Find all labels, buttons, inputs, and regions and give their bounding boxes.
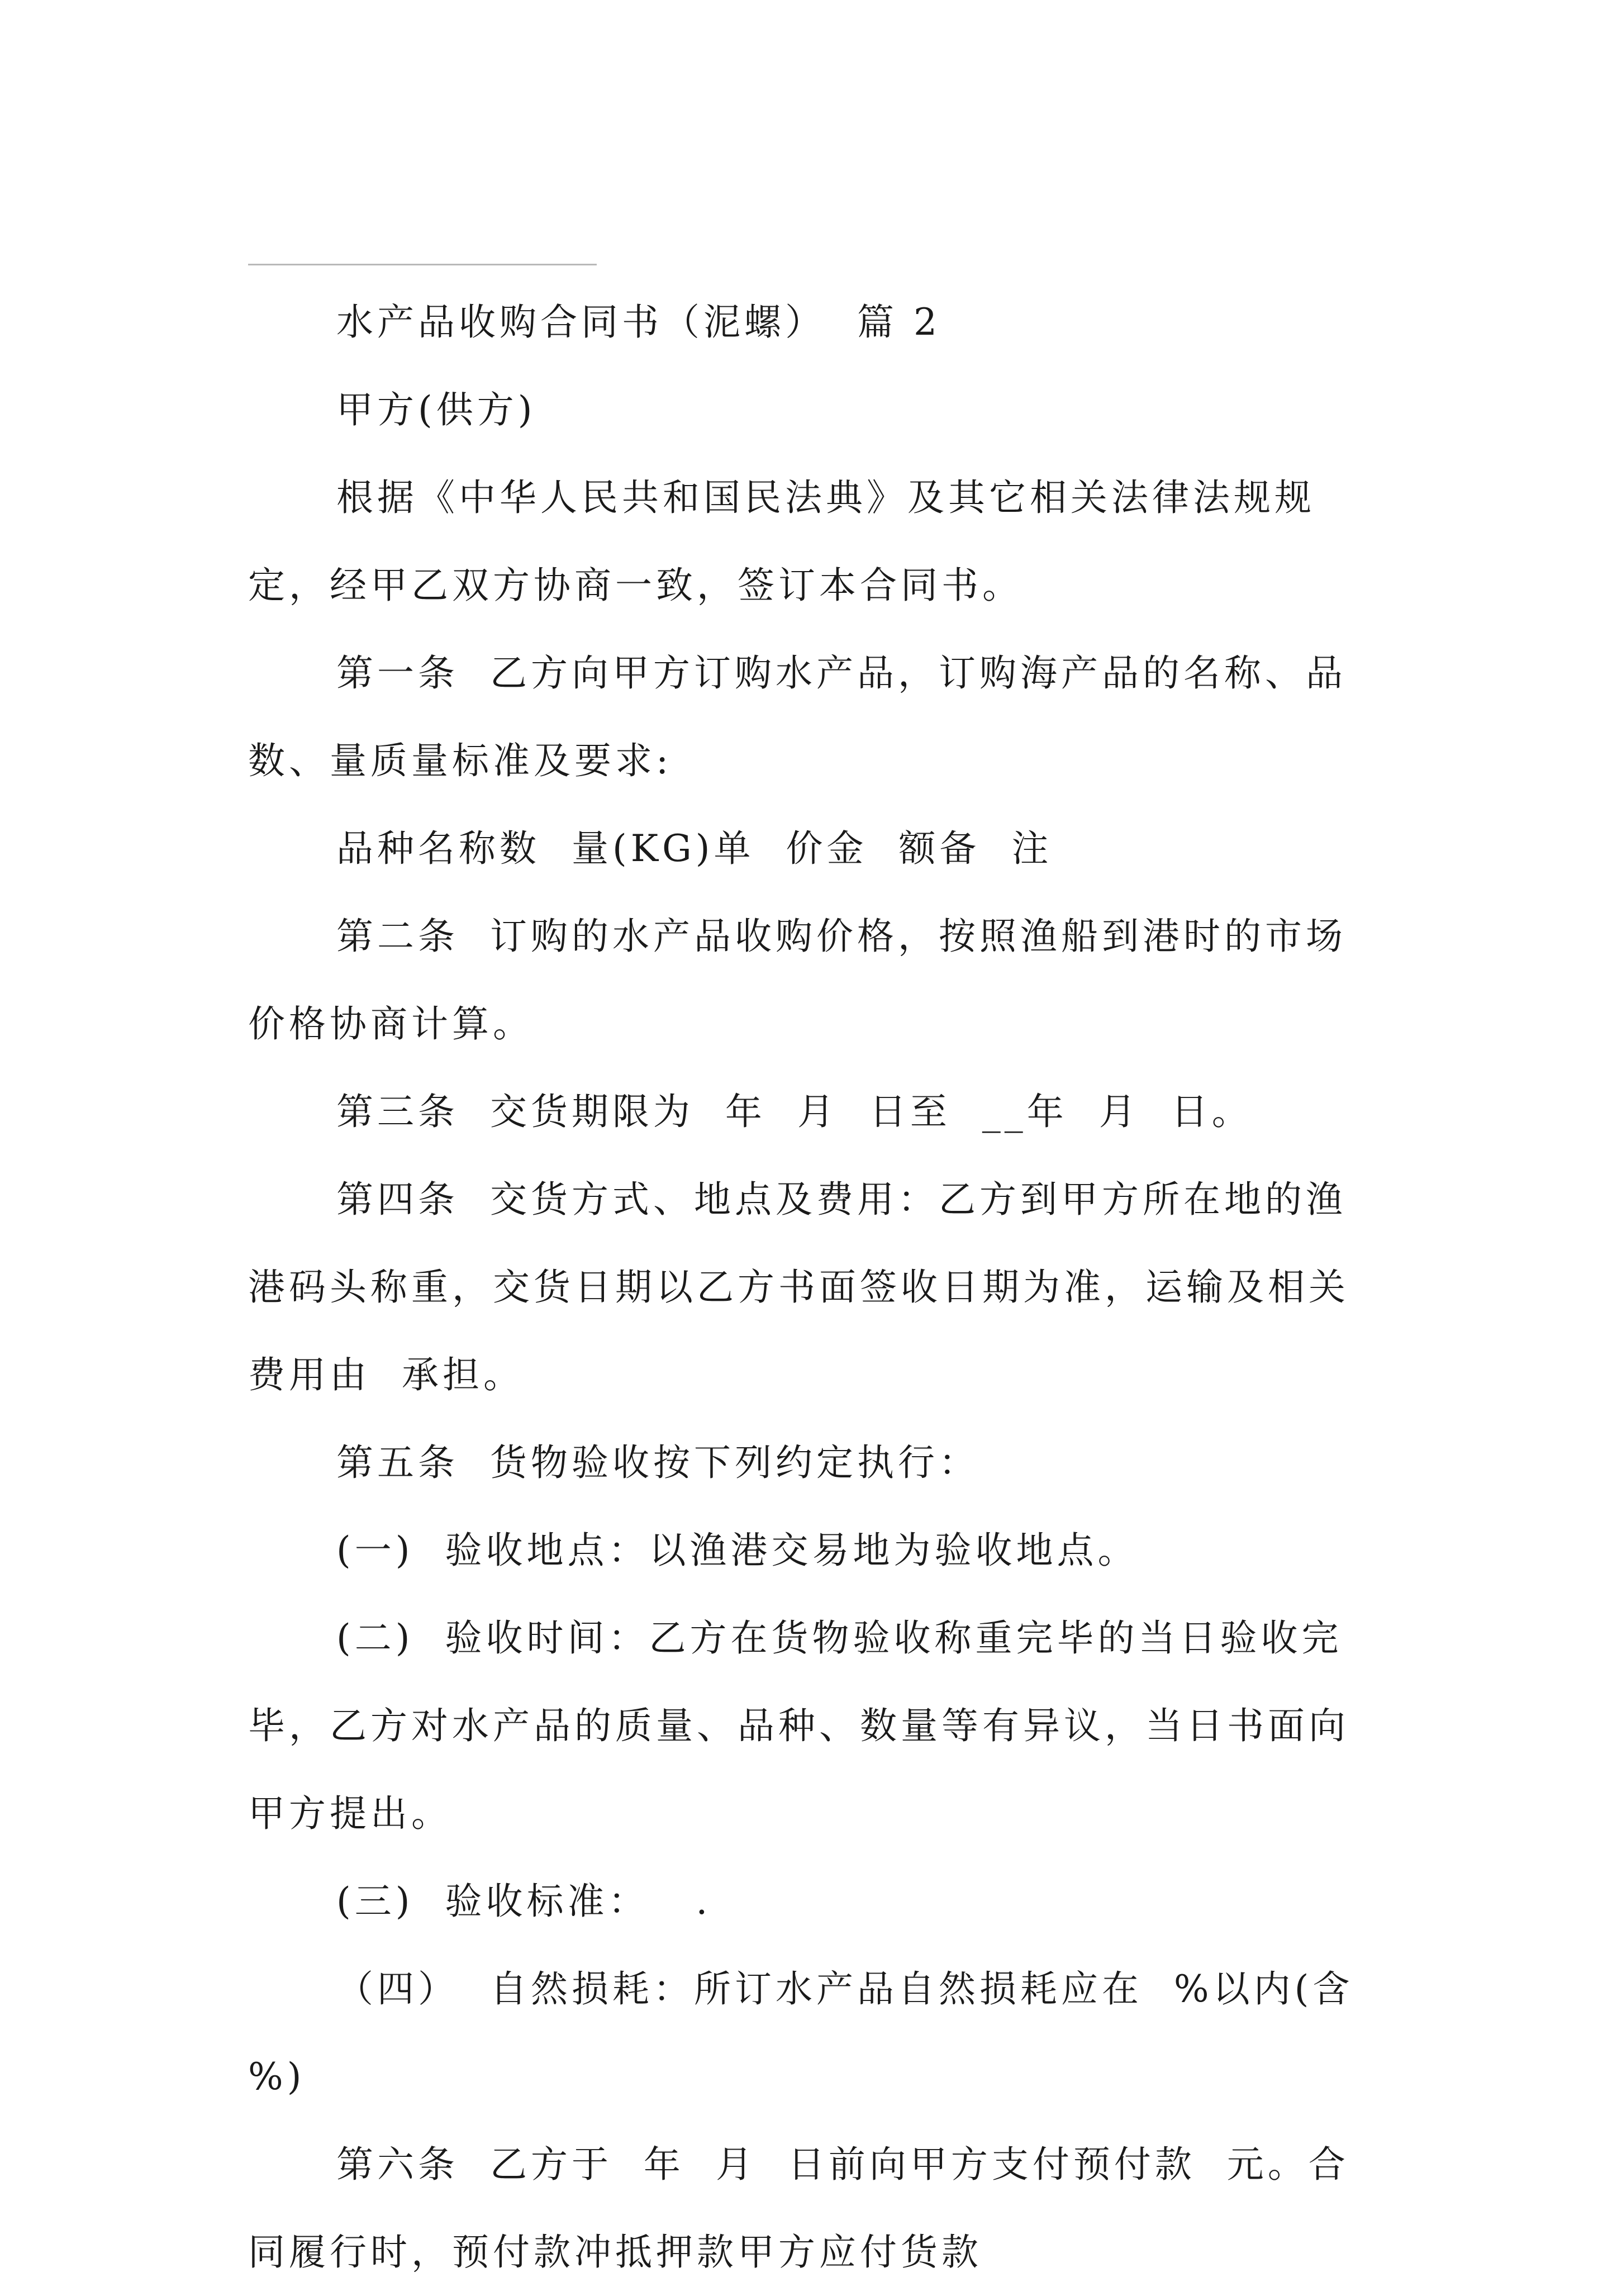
article-4: 第四条 交货方式、地点及费用：乙方到甲方所在地的渔港码头称重，交货日期以乙方书面签收日期为准，运输及相关费用由 承担。	[248, 1178, 1349, 1396]
article-6: 第六条 乙方于 年 月 日前向甲方支付预付款 元。合同履行时，预付款冲抵押款甲方应付货款	[248, 2143, 1349, 2274]
article-2: 第二条 订购的水产品收购价格，按照渔船到港时的市场价格协商计算。	[248, 915, 1347, 1045]
party-a-line: 甲方(供方)	[336, 388, 536, 431]
article-5-item-4: （四） 自然损耗：所订水产品自然损耗应在 %以内(含 %)	[248, 1967, 1385, 2098]
article-3: 第三条 交货期限为 年 月 日至 __年 月 日。	[336, 1090, 1253, 1133]
article-5-item-2: (二) 验收时间：乙方在货物验收称重完毕的当日验收完毕，乙方对水产品的质量、品种、数量等有异议，当日书面向甲方提出。	[248, 1617, 1349, 1835]
product-table-header: 品种名称数 量(KG)单 价金 额备 注	[336, 827, 1053, 870]
article-5-item-3: (三) 验收标准： .	[336, 1880, 712, 1923]
document-body	[248, 278, 1385, 2296]
preamble-paragraph: 根据《中华人民共和国民法典》及其它相关法律法规规定，经甲乙双方协商一致，签订本合同书。	[248, 476, 1315, 607]
article-1: 第一条 乙方向甲方订购水产品，订购海产品的名称、品数、量质量标准及要求:	[248, 652, 1347, 782]
article-5: 第五条 货物验收按下列约定执行：	[336, 1441, 979, 1484]
article-5-item-1: (一) 验收地点：以渔港交易地为验收地点。	[336, 1529, 1139, 1572]
header-divider	[248, 264, 597, 265]
document-heading: 水产品收购合同书（泥螺） 篇 2	[336, 301, 941, 344]
